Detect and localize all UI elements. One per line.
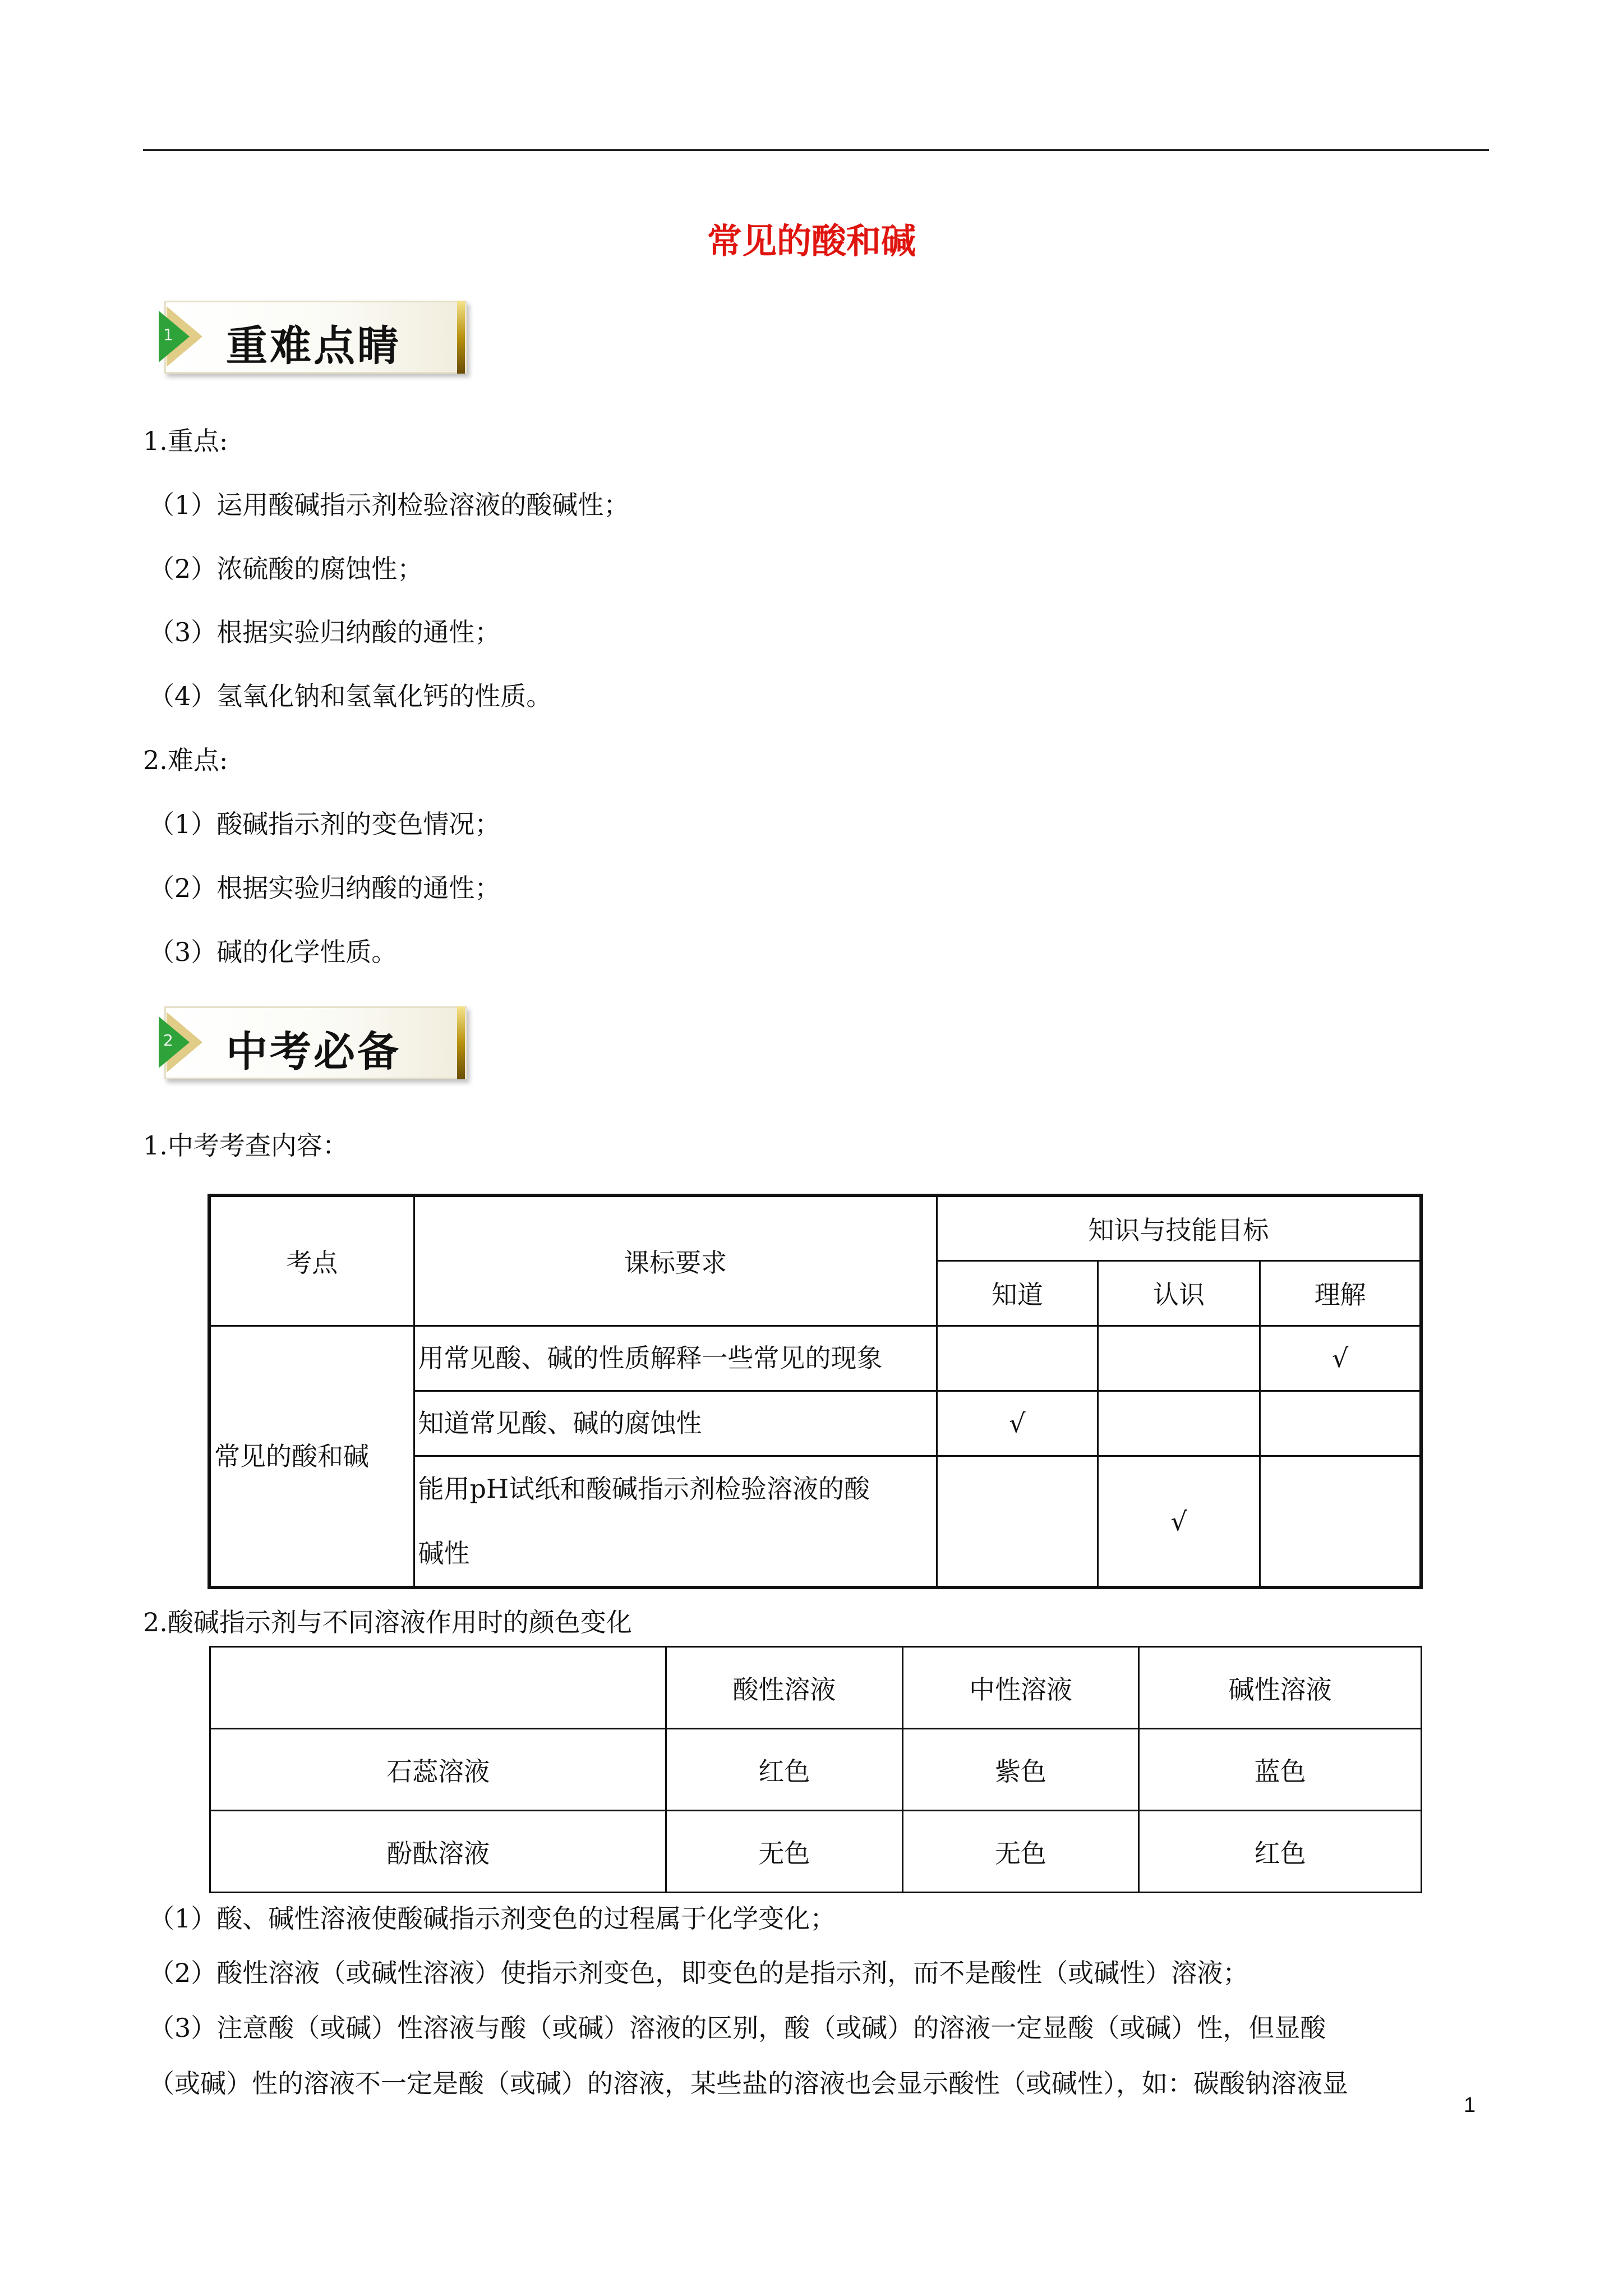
exam-content-table [208,1194,1423,1589]
recognize-cell: √ [1098,1456,1260,1588]
header-know: 知道 [937,1260,1098,1326]
color-cell: 无色 [902,1811,1139,1893]
color-cell: 红色 [1139,1811,1422,1893]
header-topic: 考点 [209,1195,414,1326]
header-requirement: 课标要求 [414,1195,937,1326]
header-cell: 中性溶液 [902,1647,1139,1729]
exam-content-heading: 1.中考考查内容： [143,1130,348,1161]
indicator-heading: 2.酸碱指示剂与不同溶液作用时的颜色变化 [143,1607,632,1637]
requirement-cell: 用常见酸、碱的性质解释一些常见的现象 [414,1326,937,1391]
section-banner-1 [159,298,473,377]
understand-cell [1260,1456,1421,1588]
requirement-cell: 知道常见酸、碱的腐蚀性 [414,1391,937,1456]
page-title: 常见的酸和碱 [707,220,916,261]
recognize-cell [1098,1391,1260,1456]
know-cell [937,1326,1098,1391]
color-cell: 蓝色 [1139,1729,1422,1811]
header-understand: 理解 [1260,1260,1421,1326]
difficult-point-item: （3）碱的化学性质。 [149,937,398,967]
topic-cell: 常见的酸和碱 [209,1326,414,1588]
understand-cell [1260,1391,1421,1456]
key-point-item: （3）根据实验归纳酸的通性； [149,617,501,647]
difficult-points-heading: 2.难点: [143,745,228,775]
section-label: 重难点睛 [226,322,401,370]
requirement-line: 碱性 [418,1538,470,1568]
header-cell: 碱性溶液 [1139,1647,1422,1729]
section-number: 2 [163,1031,173,1050]
section-number: 1 [163,325,173,344]
indicator-name-cell: 酚酞溶液 [210,1811,666,1893]
key-points-heading: 1.重点: [143,426,228,456]
banner-bar [457,301,465,374]
indicator-name-cell: 石蕊溶液 [210,1729,666,1811]
understand-cell: √ [1260,1326,1421,1391]
requirement-cell [414,1456,937,1588]
color-cell: 紫色 [902,1729,1139,1811]
difficult-point-item: （2）根据实验归纳酸的通性； [149,873,501,903]
header-rule [143,149,1489,151]
difficult-point-item: （1）酸碱指示剂的变色情况； [149,809,501,839]
note-item: （1）酸、碱性溶液使酸碱指示剂变色的过程属于化学变化； [149,1903,836,1934]
header-cell [210,1647,666,1729]
color-cell: 红色 [666,1729,903,1811]
header-goal: 知识与技能目标 [937,1195,1421,1260]
recognize-cell [1098,1326,1260,1391]
page-number: 1 [1464,2093,1476,2117]
key-point-item: （4）氢氧化钠和氢氧化钙的性质。 [149,681,552,711]
color-cell: 无色 [666,1811,903,1893]
note-item: （或碱）性的溶液不一定是酸（或碱）的溶液，某些盐的溶液也会显示酸性（或碱性），如：碳酸钠溶液显 [149,2068,1348,2099]
note-item: （3）注意酸（或碱）性溶液与酸（或碱）溶液的区别，酸（或碱）的溶液一定显酸（或碱）性，但显酸 [149,2013,1326,2043]
know-cell [937,1456,1098,1588]
key-point-item: （1）运用酸碱指示剂检验溶液的酸碱性； [149,490,630,520]
banner-bar [457,1006,465,1079]
header-cell: 酸性溶液 [666,1647,903,1729]
note-item: （2）酸性溶液（或碱性溶液）使指示剂变色，即变色的是指示剂，而不是酸性（或碱性）溶液； [149,1958,1249,1988]
requirement-line: 能用pH试纸和酸碱指示剂检验溶液的酸 [418,1473,870,1504]
know-cell: √ [937,1391,1098,1456]
header-recognize: 认识 [1098,1260,1260,1326]
indicator-table [209,1646,1422,1893]
key-point-item: （2）浓硫酸的腐蚀性； [149,554,423,584]
section-label: 中考必备 [226,1028,401,1076]
section-banner-2 [159,1004,473,1083]
